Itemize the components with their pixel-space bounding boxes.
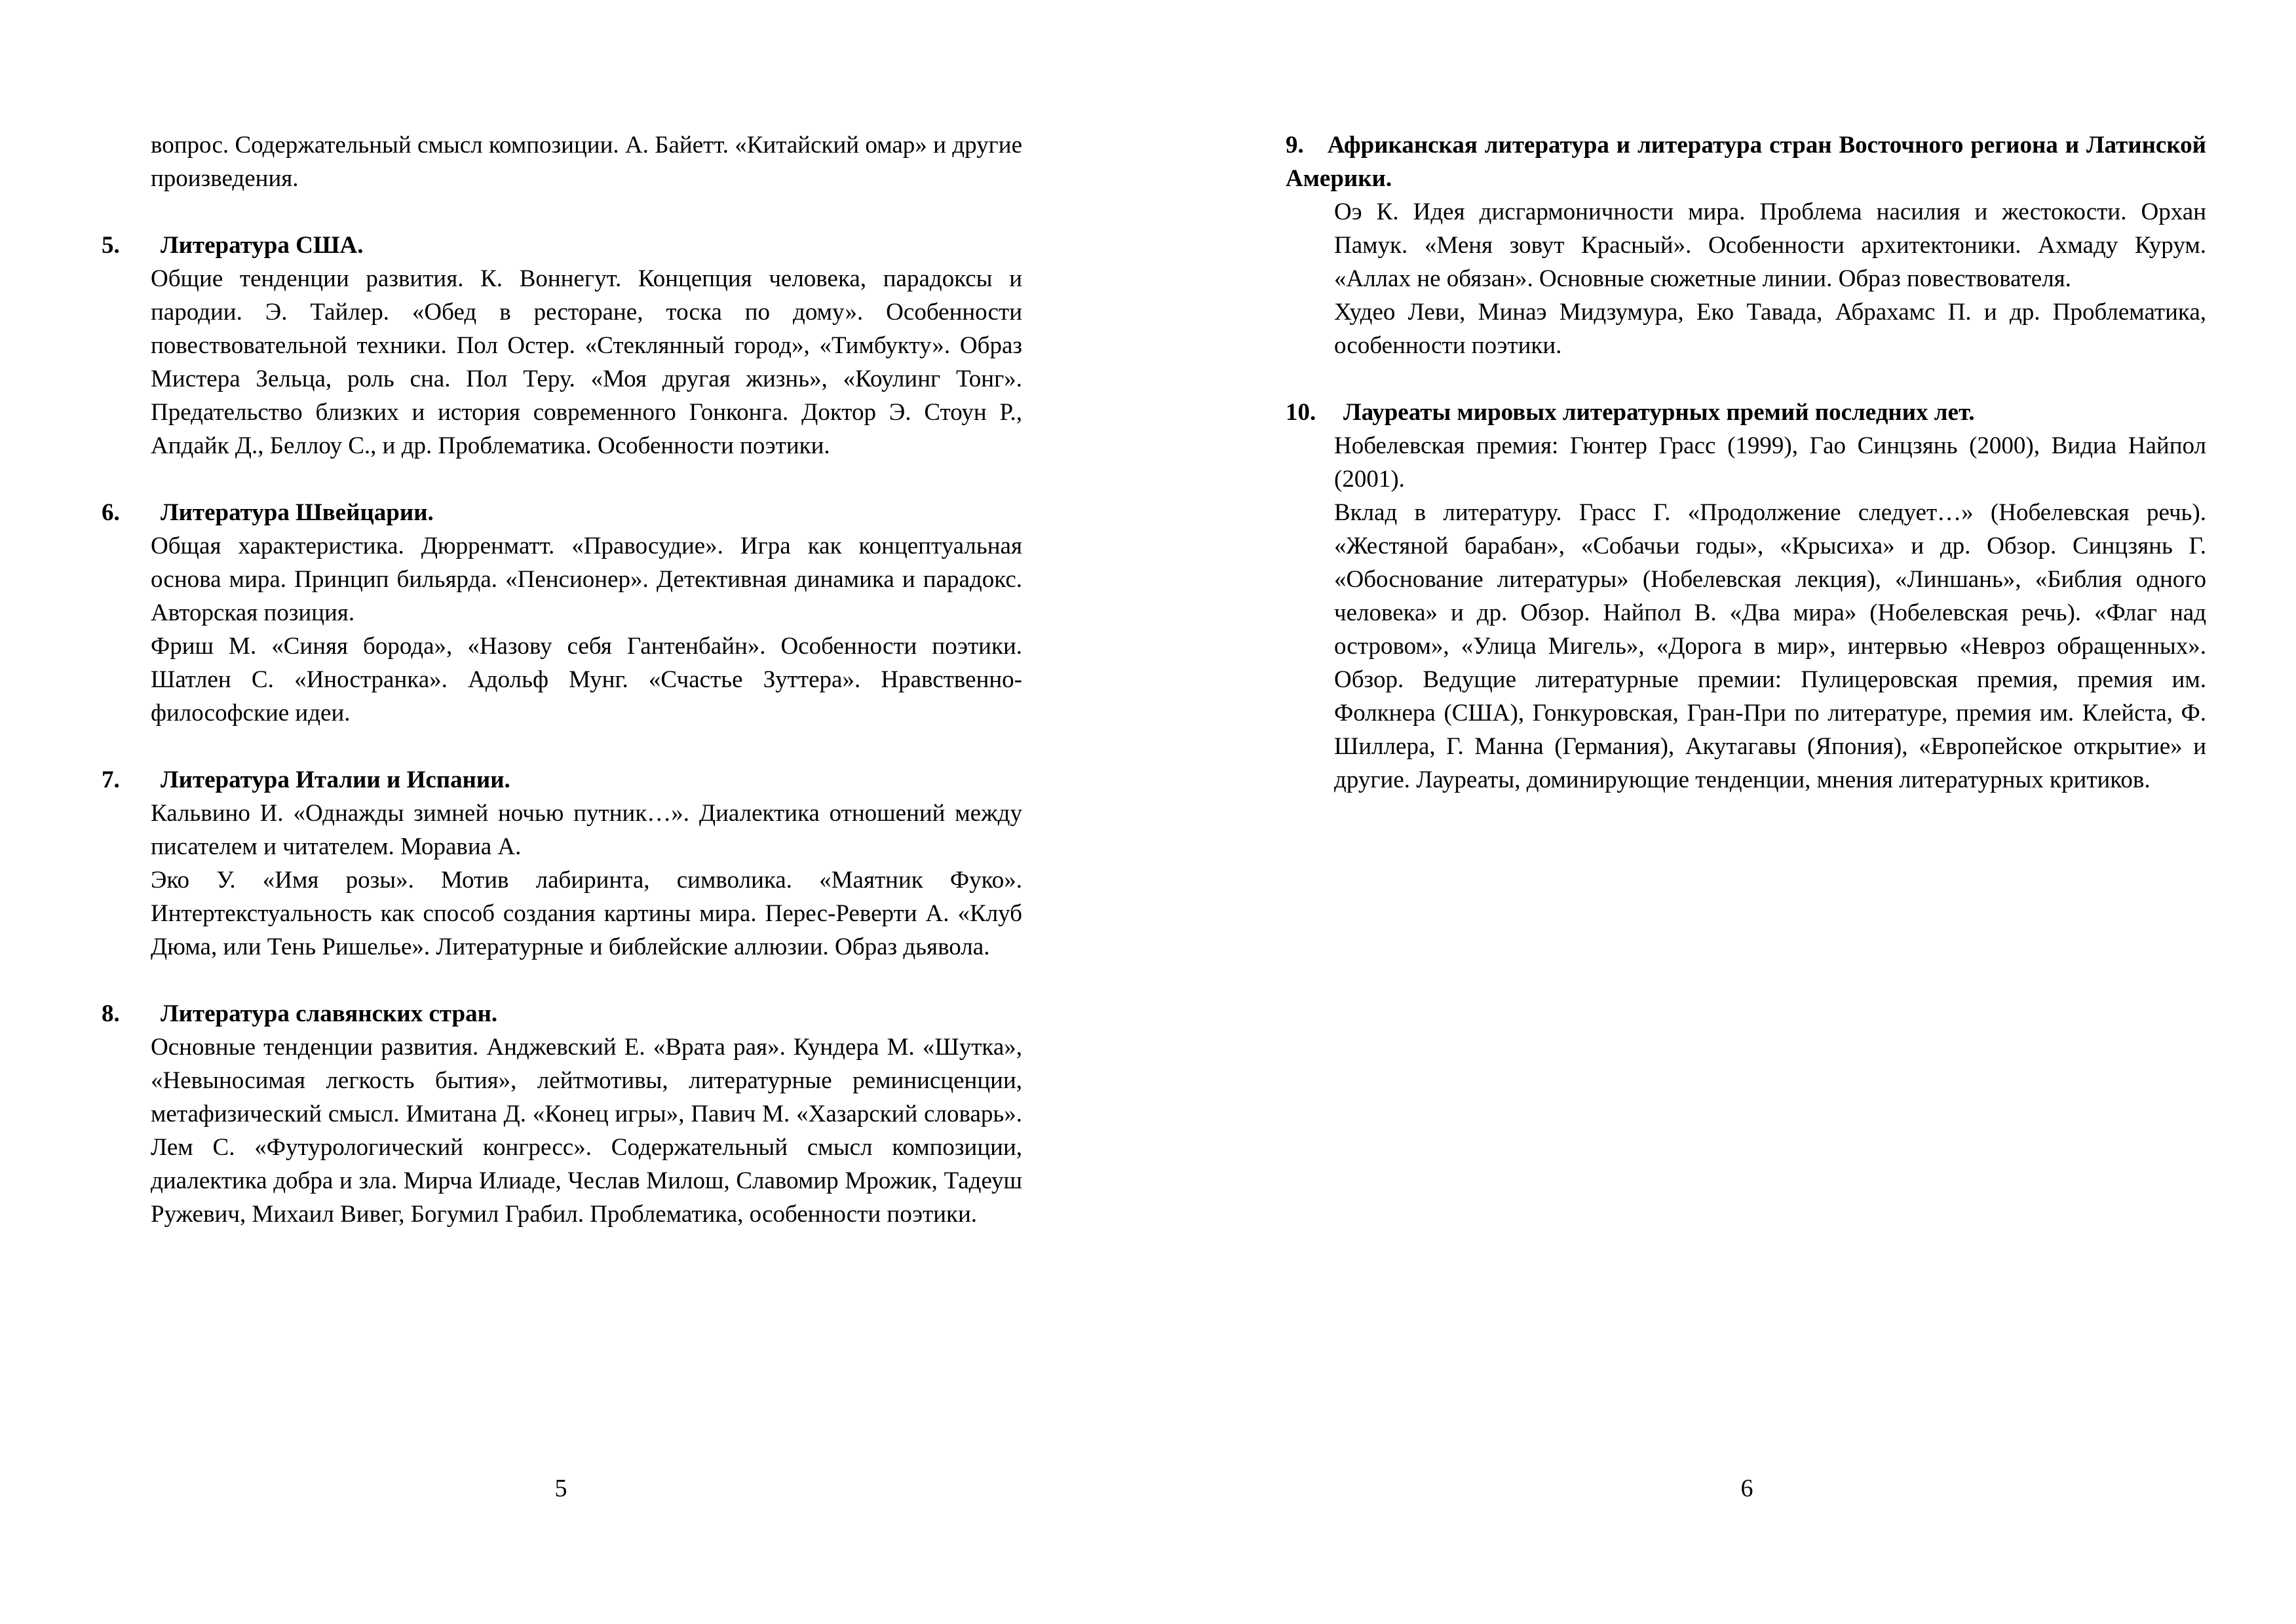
section-paragraph: Фриш М. «Синяя борода», «Назову себя Гантенбайн». Особенности поэтики. Шатлен С. «Иностранка». Адольф Мунг. «Счастье Зуттера». Нравственно-философские идеи. — [151, 633, 1022, 727]
section-6 — [102, 496, 1022, 730]
section-8 — [102, 997, 1022, 1231]
section-title: Литература Швейцарии. — [161, 499, 434, 526]
section-title: Лауреаты мировых литературных премий последних лет. — [1343, 399, 1975, 426]
section-heading — [102, 763, 1022, 797]
section-5 — [102, 229, 1022, 463]
section-title: Литература славянских стран. — [161, 1000, 498, 1027]
section-10 — [1286, 396, 2206, 797]
section-7 — [102, 763, 1022, 964]
section-title: Литература Италии и Испании. — [161, 766, 510, 793]
left-page-text — [102, 128, 1022, 1264]
section-number: 9. — [1286, 132, 1304, 159]
right-page-text — [1286, 128, 2206, 830]
section-paragraph: Нобелевская премия: Гюнтер Грасс (1999), Гао Синцзянь (2000), Видиа Найпол (2001). — [1334, 432, 2206, 493]
section-heading — [1286, 396, 2206, 429]
section-title: Африканская литература и литература стран Восточного региона и Латинской Америки. — [1286, 132, 2206, 192]
section-number: 7. — [102, 766, 120, 793]
section-title: Литература США. — [161, 232, 364, 259]
page-number: 6 — [1740, 1475, 1753, 1502]
section-paragraph: Худео Леви, Минаэ Мидзумура, Еко Тавада, Абрахамс П. и др. Проблематика, особенности поэтики. — [1334, 299, 2206, 359]
section-number: 6. — [102, 499, 120, 526]
section-paragraph: Оэ К. Идея дисгармоничности мира. Проблема насилия и жестокости. Орхан Памук. «Меня зовут Красный». Особенности архитектоники. Ахмаду Курум. «Аллах не обязан». Основные сюжетные линии. Образ повествователя. — [1334, 198, 2206, 292]
right-page — [1148, 0, 2296, 1624]
section-number: 5. — [102, 232, 120, 259]
section-heading — [102, 496, 1022, 529]
section-paragraph: Общая характеристика. Дюрренматт. «Правосудие». Игра как концептуальная основа мира. Принцип бильярда. «Пенсионер». Детективная динамика и парадокс. Авторская позиция. — [151, 533, 1022, 626]
section-number: 8. — [102, 1000, 120, 1027]
intro-paragraph: вопрос. Содержательный смысл композиции. А. Байетт. «Китайский омар» и другие произведения. — [151, 132, 1022, 192]
section-number: 10. — [1286, 399, 1316, 426]
section-paragraph: Кальвино И. «Однажды зимней ночью путник…». Диалектика отношений между писателем и читателем. Моравиа А. — [151, 800, 1022, 860]
section-9 — [1286, 128, 2206, 362]
section-heading — [102, 229, 1022, 262]
section-paragraph: Общие тенденции развития. К. Воннегут. Концепция человека, парадоксы и пародии. Э. Тайлер. «Обед в ресторане, тоска по дому». Особенности повествовательной техники. Пол Остер. «Стеклянный город», «Тимбукту». Образ Мистера Зельца, роль сна. Пол Теру. «Моя другая жизнь», «Коулинг Тонг». Предательство близких и история современного Гонконга. Доктор Э. Стоун Р., Апдайк Д., Беллоу С., и др. Проблематика. Особенности поэтики. — [151, 265, 1022, 459]
section-paragraph: Вклад в литературу. Грасс Г. «Продолжение следует…» (Нобелевская речь). «Жестяной барабан», «Собачьи годы», «Крысиха» и др. Обзор. Синцзянь Г. «Обоснование литературы» (Нобелевская лекция), «Линшань», «Библия одного человека» и др. Обзор. Найпол В. «Два мира» (Нобелевская речь). «Флаг над островом», «Улица Мигель», «Дорога в мир», интервью «Невроз обращенных». Обзор. Ведущие литературные премии: Пулицеровская премия, премия им. Фолкнера (США), Гонкуровская, Гран-При по литературе, премия им. Клейста, Ф. Шиллера, Г. Манна (Германия), Акутагавы (Япония), «Европейское открытие» и другие. Лауреаты, доминирующие тенденции, мнения литературных критиков. — [1334, 499, 2206, 793]
section-heading — [1286, 128, 2206, 195]
section-heading — [102, 997, 1022, 1030]
section-paragraph: Эко У. «Имя розы». Мотив лабиринта, символика. «Маятник Фуко». Интертекстуальность как способ создания картины мира. Перес-Реверти А. «Клуб Дюма, или Тень Ришелье». Литературные и библейские аллюзии. Образ дьявола. — [151, 867, 1022, 960]
page-number: 5 — [554, 1475, 567, 1502]
section-paragraph: Основные тенденции развития. Анджевский Е. «Врата рая». Кундера М. «Шутка», «Невыносимая легкость бытия», лейтмотивы, литературные реминисценции, метафизический смысл. Имитана Д. «Конец игры», Павич М. «Хазарский словарь». Лем С. «Футурологический конгресс». Содержательный смысл композиции, диалектика добра и зла. Мирча Илиаде, Чеслав Милош, Славомир Мрожик, Тадеуш Ружевич, Михаил Вивег, Богумил Грабил. Проблематика, особенности поэтики. — [151, 1034, 1022, 1228]
